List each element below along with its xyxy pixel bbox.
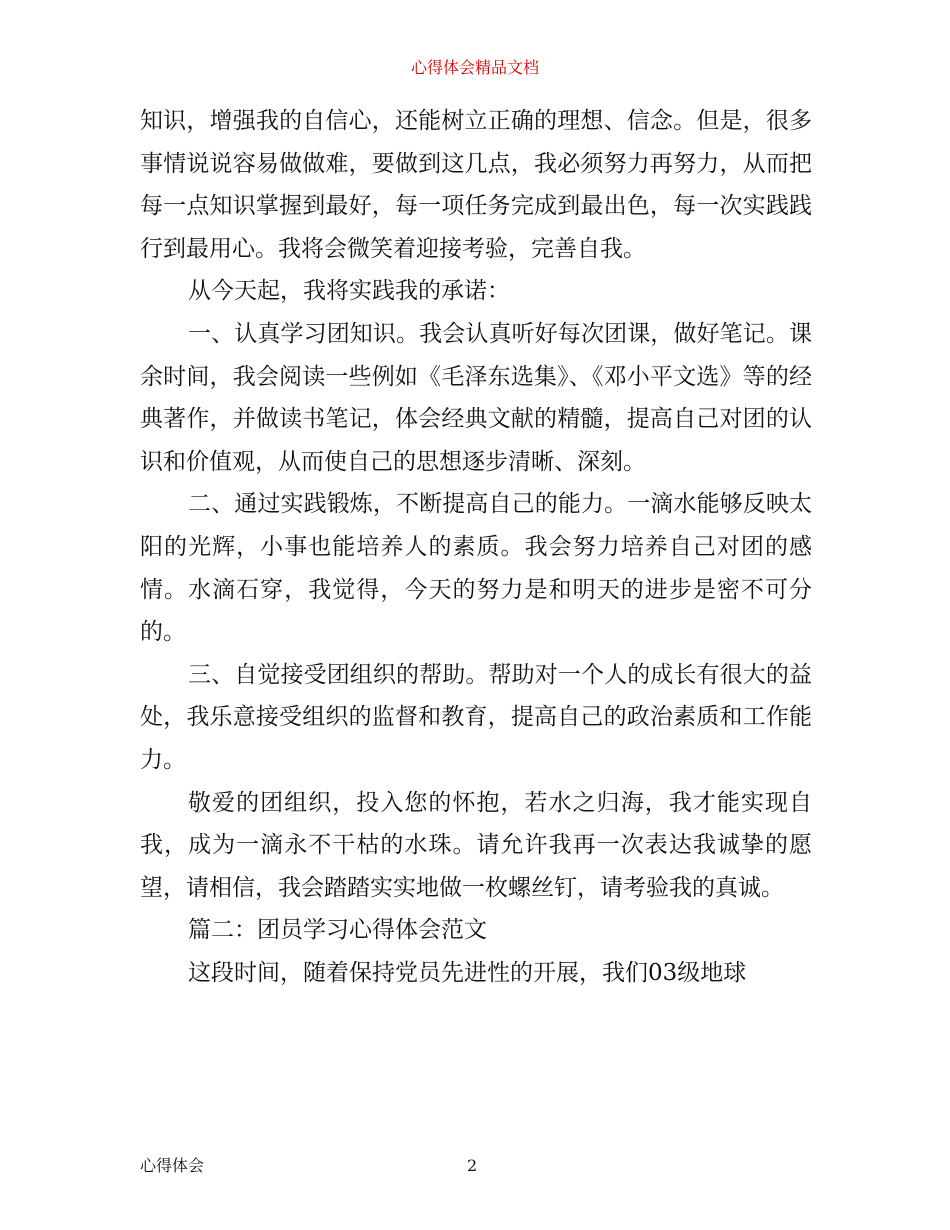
paragraph-point-one: 一、认真学习团知识。我会认真听好每次团课，做好笔记。课余时间，我会阅读一些例如《毛泽东选集》、《邓小平文选》等的经典著作，并做读书笔记，体会经典文献的精髓，提高自己对团的认识和价值观，从而使自己的思想逐步清晰、深刻。: [140, 320, 812, 475]
section-heading: 篇二：团员学习心得体会范文: [188, 917, 487, 944]
paragraph-point-two: 二、通过实践锻炼，不断提高自己的能力。一滴水能够反映太阳的光辉，小事也能培养人的素质。我会努力培养自己对团的感情。水滴石穿，我觉得，今天的努力是和明天的进步是密不可分的。: [140, 491, 812, 646]
page-header-title: 心得体会精品文档: [410, 58, 539, 77]
paragraph-section-two-start: 这段时间，随着保持党员先进性的开展，我们03级地球: [188, 959, 747, 986]
paragraph-closing: 敬爱的团组织，投入您的怀抱，若水之归海，我才能实现自我，成为一滴永不干枯的水珠。请允许我再一次表达我诚挚的愿望，请相信，我会踏踏实实地做一枚螺丝钉，请考验我的真诚。: [140, 789, 812, 901]
paragraph-continuation: 知识，增强我的自信心，还能树立正确的理想、信念。但是，很多事情说说容易做做难，要做到这几点，我必须努力再努力，从而把每一点知识掌握到最好，每一项任务完成到最出色，每一次实践践行到最用心。我将会微笑着迎接考验，完善自我。: [140, 108, 812, 262]
page-number: 2: [467, 1156, 478, 1175]
paragraph-point-three: 三、自觉接受团组织的帮助。帮助对一个人的成长有很大的益处，我乐意接受组织的监督和教育，提高自己的政治素质和工作能力。: [140, 661, 812, 773]
paragraph-commitment-intro: 从今天起，我将实践我的承诺：: [188, 278, 510, 305]
document-body: [140, 100, 812, 994]
footer-label: 心得体会: [140, 1156, 205, 1175]
